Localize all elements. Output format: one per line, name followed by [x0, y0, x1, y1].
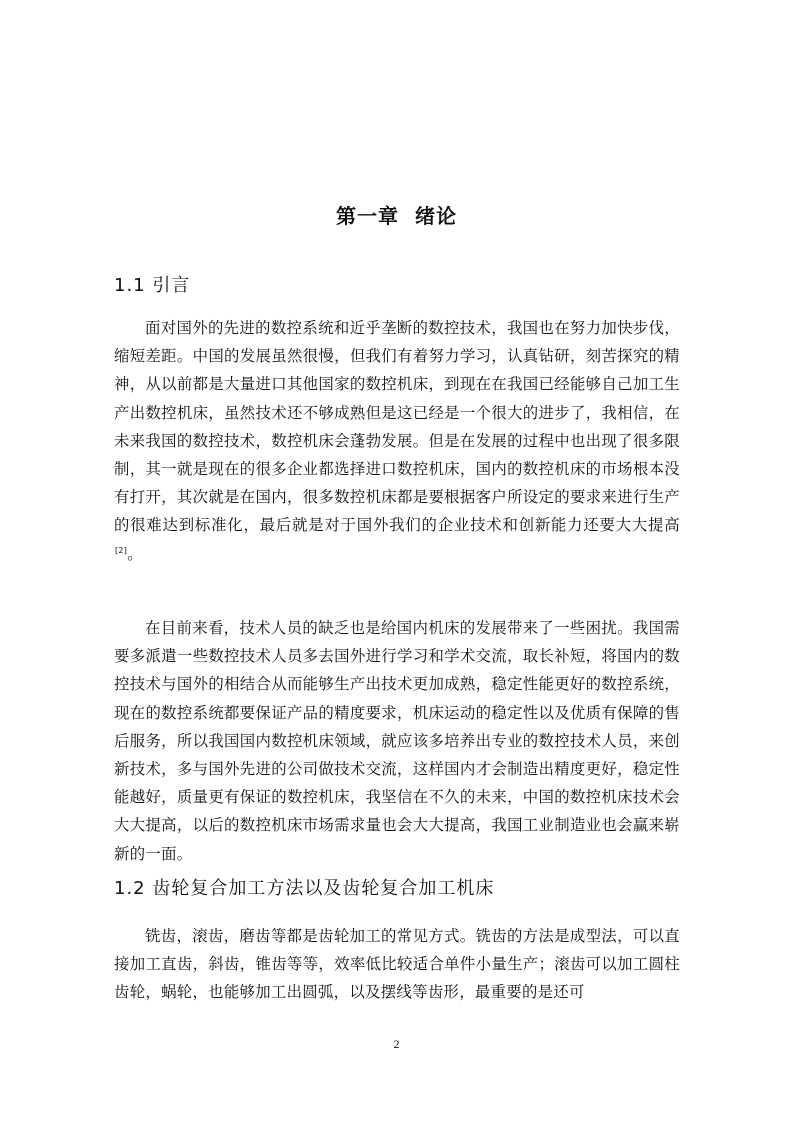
section-heading-1-2: 1.2 齿轮复合加工方法以及齿轮复合加工机床 [114, 878, 495, 899]
paragraph-text: 面对国外的先进的数控系统和近乎垄断的数控技术，我国也在努力加快步伐，缩短差距。中国的发展虽然很慢，但我们有着努力学习，认真钻研，刻苦探究的精神，从以前都是大量进口其他国家的数控机床，到现在在我国已经能够自己加工生产出数控机床，虽然技术还不够成熟但是这已经是一个很大的进步了，我相信，在未来我国的数控技术，数控机床会蓬勃发展。但是在发展的过程中也出现了很多限制，其一就是现在的很多企业都选择进口数控机床，国内的数控机床的市场根本没有打开，其次就是在国内，很多数控机床都是要根据客户所设定的要求来进行生产的很难达到标准化，最后就是对于国外我们的企业技术和创新能力还要大大提高 [114, 319, 680, 535]
paragraph-intro-2: 在目前来看，技术人员的缺乏也是给国内机床的发展带来了一些困扰。我国需要多派遣一些数控技术人员多去国外进行学习和学术交流，取长补短，将国内的数控技术与国外的相结合从而能够生产出技术更加成熟，稳定性能更好的数控系统，现在的数控系统都要保证产品的精度要求，机床运动的稳定性以及优质有保障的售后服务，所以我国国内数控机床领域，就应该多培养出专业的数控技术人员，来创新技术，多与国外先进的公司做技术交流，这样国内才会制造出精度更好，稳定性能越好，质量更有保证的数控机床，我坚信在不久的未来，中国的数控机床技术会大大提高，以后的数控机床市场需求量也会大大提高，我国工业制造业也会赢来崭新的一面。 [114, 619, 680, 863]
paragraph-intro-1 [114, 314, 680, 568]
citation-marker: [2] [115, 545, 128, 555]
paragraph-gear-1: 铣齿，滚齿，磨齿等都是齿轮加工的常见方式。铣齿的方法是成型法，可以直接加工直齿，斜齿，锥齿等等，效率低比较适合单件小量生产；滚齿可以加工圆柱齿轮，蜗轮，也能够加工出圆弧，以及摆线等齿形，最重要的是还可 [114, 927, 680, 1002]
page-number: 2 [393, 1037, 400, 1051]
paragraph-tail: 。 [127, 544, 143, 563]
chapter-title: 第一章 绪论 [336, 204, 457, 228]
section-heading-1-1: 1.1 引言 [114, 275, 191, 296]
